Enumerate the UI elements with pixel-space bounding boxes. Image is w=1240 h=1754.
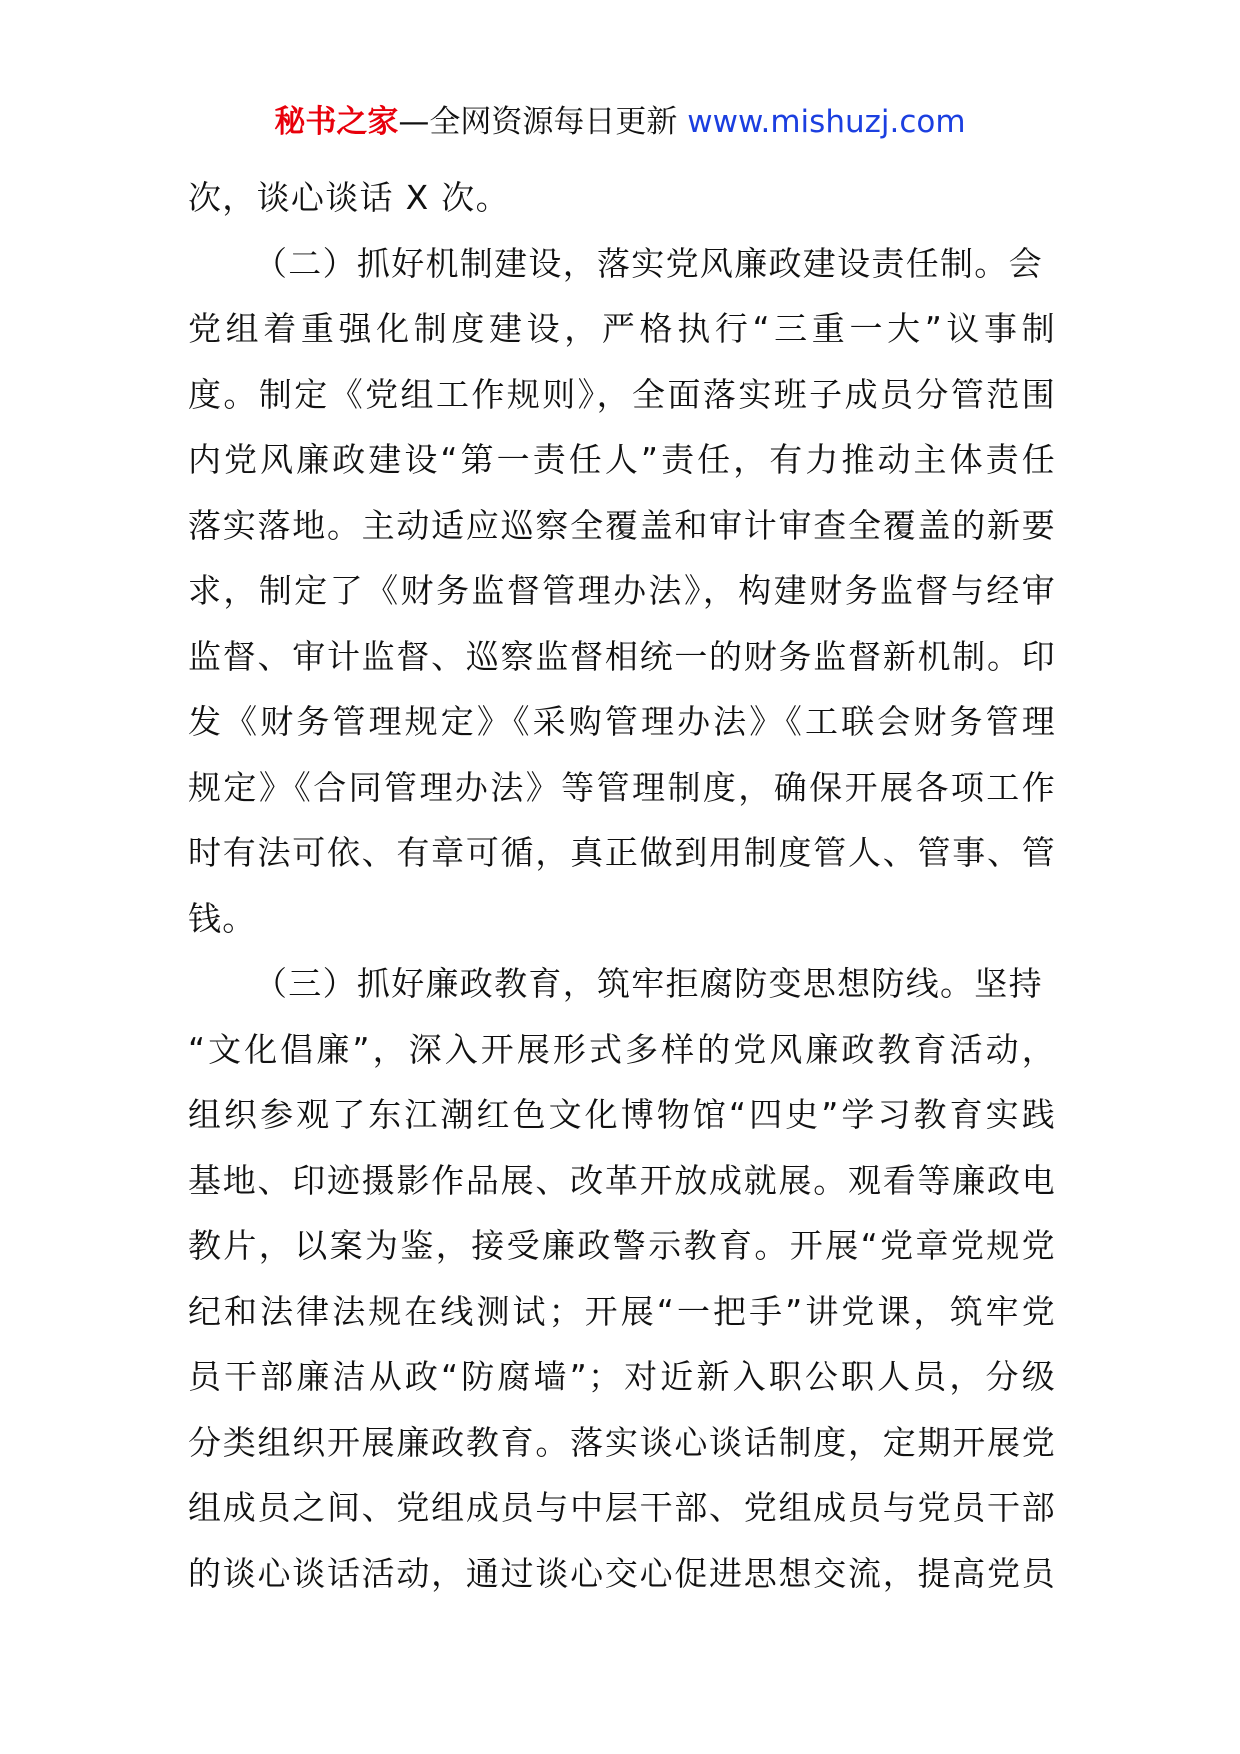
text-line: 内党风廉政建设“第一责任人”责任，有力推动主体责任 bbox=[188, 440, 1056, 479]
text-line: 组成员之间、党组成员与中层干部、党组成员与党员干部 bbox=[188, 1488, 1056, 1527]
text-line: （三）抓好廉政教育，筑牢拒腐防变思想防线。坚持 bbox=[254, 964, 1043, 1003]
site-url-link[interactable]: www.mishuzj.com bbox=[687, 104, 966, 140]
text-line: 组织参观了东江潮红色文化博物馆“四史”学习教育实践 bbox=[188, 1095, 1056, 1134]
text-line: 党组着重强化制度建设，严格执行“三重一大”议事制 bbox=[188, 309, 1056, 348]
text-line: 发《财务管理规定》《采购管理办法》《工联会财务管理 bbox=[188, 702, 1056, 741]
text-line: 基地、印迹摄影作品展、改革开放成就展。观看等廉政电 bbox=[188, 1160, 1056, 1200]
text-line: 监督、审计监督、巡察监督相统一的财务监督新机制。印 bbox=[188, 636, 1056, 676]
text-line: 规定》《合同管理办法》等管理制度，确保开展各项工作 bbox=[188, 767, 1056, 807]
site-brand: 秘书之家 bbox=[274, 104, 399, 140]
text-line: 的谈心谈话活动，通过谈心交心促进思想交流，提高党员 bbox=[188, 1553, 1056, 1593]
text-line: “文化倡廉”，深入开展形式多样的党风廉政教育活动， bbox=[188, 1029, 1056, 1069]
text-line: 求，制定了《财务监督管理办法》，构建财务监督与经审 bbox=[188, 571, 1056, 610]
site-tagline: —全网资源每日更新 bbox=[398, 104, 678, 140]
text-line: 员干部廉洁从政“防腐墙”；对近新入职公职人员，分级 bbox=[188, 1357, 1056, 1396]
text-line: 时有法可依、有章可循，真正做到用制度管人、管事、管 bbox=[188, 833, 1056, 872]
text-line: 钱。 bbox=[188, 898, 257, 938]
text-line: （二）抓好机制建设，落实党风廉政建设责任制。会 bbox=[254, 243, 1043, 283]
text-line: 落实落地。主动适应巡察全覆盖和审计审查全覆盖的新要 bbox=[188, 505, 1056, 545]
text-line: 纪和法律法规在线测试；开展“一把手”讲党课，筑牢党 bbox=[188, 1291, 1056, 1331]
document-body bbox=[188, 165, 1056, 1606]
text-line: 度。制定《党组工作规则》，全面落实班子成员分管范围 bbox=[188, 374, 1056, 414]
page-header bbox=[0, 100, 1240, 144]
text-line: 分类组织开展廉政教育。落实谈心谈话制度，定期开展党 bbox=[188, 1422, 1056, 1462]
text-line: 教片，以案为鉴，接受廉政警示教育。开展“党章党规党 bbox=[188, 1226, 1056, 1265]
text-line: 次，谈心谈话 X 次。 bbox=[188, 178, 510, 217]
